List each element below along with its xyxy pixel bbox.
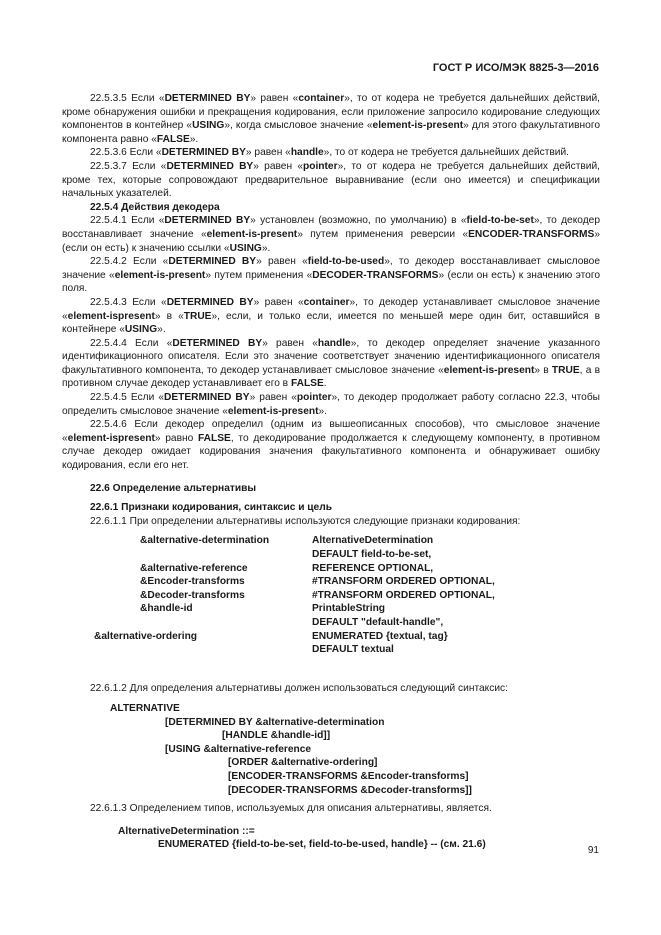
syntax-block [62,702,600,802]
syntax-line: [ENCODER-TRANSFORMS &Encoder-transforms] [228,771,469,782]
table-cell-left: &alternative-determination [140,535,270,547]
page-number: 91 [587,845,599,856]
paragraph-22-6-1-3: 22.6.1.3 Определением типов, используемых для описания альтернативы, является. [90,803,492,814]
syntax-line: [DECODER-TRANSFORMS &Decoder-transforms]] [228,784,472,796]
table-cell-right: REFERENCE OPTIONAL, [312,562,434,574]
paragraph-22-5-4-2: 22.5.4.2 Если «DETERMINED BY» равен «field-to-be-used», то декодер восстанавливает смысловое значение «element-is-present» путем применения «DECODER-TRANSFORMS» (если он есть) к значению этого поля. [62,256,600,295]
paragraph-22-5-3-7: 22.5.3.7 Если «DETERMINED BY» равен «pointer», то от кодера не требуется дальнейших действий, кроме тех, которые сопровождают предварительное выравнивание (если оно имеется) и спецификации начальных указателей. [62,160,600,200]
table-cell-right: #TRANSFORM ORDERED OPTIONAL, [312,576,495,588]
paragraph-22-5-4-1: 22.5.4.1 Если «DETERMINED BY» установлен (возможно, по умолчанию) в «field-to-be-set», то декодер восстанавливает значение «element-is-present» путем применения реверсии «ENCODER-TRANSFORMS» (если он есть) к значению ссылки «USING». [62,215,600,254]
type-definition-line: ENUMERATED {field-to-be-set, field-to-be-used, handle} -- (см. 21.6) [158,839,486,851]
paragraph-22-5-4-3: 22.5.4.3 Если «DETERMINED BY» равен «container», то декодер устанавливает смысловое значение «element-ispresent» в «TRUE», если, и только если, имеется по меньшей мере один бит, оставшийся в контейнере «USING». [62,296,600,336]
standard-header: ГОСТ Р ИСО/МЭК 8825-3—2016 [432,62,599,74]
heading-22-6-1: 22.6.1 Признаки кодирования, синтаксис и цель [90,502,332,514]
document-body [62,92,600,855]
table-cell-right: PrintableString [312,603,386,615]
paragraph-22-5-4-5: 22.5.4.5 Если «DETERMINED BY» равен «pointer», то декодер продолжает работу согласно 22.3, чтобы определить смысловое значение «element-is-present». [62,392,601,417]
paragraph-22-5-3-5: 22.5.3.5 Если «DETERMINED BY» равен «container», то от кодера не требуется дальнейших действий, кроме обнаружения ошибки и прекращения кодирования, если приложение запросило кодирование следующих компонентов в контейнер «USING», когда смысловое значение «element-is-present» для этого факультативного компонента равно «FALSE». [62,93,600,145]
syntax-line: ALTERNATIVE [110,703,180,714]
table-cell-left: &Decoder-transforms [140,589,245,601]
syntax-line: [USING &alternative-reference [165,743,312,755]
table-cell-right: DEFAULT field-to-be-set, [312,549,432,560]
heading-22-5-4: 22.5.4 Действия декодера [90,201,220,213]
table-cell-right: DEFAULT "default-handle", [312,617,444,628]
table-cell-right: DEFAULT textual [312,644,394,656]
table-cell-left: &alternative-ordering [94,630,198,642]
table-cell-left: &alternative-reference [140,562,248,574]
syntax-line: [DETERMINED BY &alternative-determination [165,716,385,728]
paragraph-22-5-4-6: 22.5.4.6 Если декодер определил (одним из вышеописанных способов), что смысловое значение «element-ispresent» равно FALSE, то декодирование продолжается к следующему компоненту, в противном случае декодер ожидает кодирования значения факультативного компонента и обнаруживает ошибку кодирования, если его нет. [62,419,600,472]
heading-22-6: 22.6 Определение альтернативы [90,482,257,494]
table-cell-right: #TRANSFORM ORDERED OPTIONAL, [312,589,495,601]
type-definition-line: AlternativeDetermination ::= [118,825,255,837]
table-cell-right: AlternativeDetermination [312,535,434,547]
paragraph-22-5-3-6: 22.5.3.6 Если «DETERMINED BY» равен «handle», то от кодера не требуется дальнейших действий. [90,147,570,159]
table-cell-right: ENUMERATED {textual, tag} [312,630,448,642]
table-cell-left: &handle-id [140,603,193,615]
syntax-line: [HANDLE &handle-id]] [222,730,331,742]
paragraph-22-6-1-2: 22.6.1.2 Для определения альтернативы должен использоваться следующий синтаксис: [90,683,508,695]
encoding-properties-table [62,534,600,682]
type-definition-block [62,825,600,855]
paragraph-22-5-4-4: 22.5.4.4 Если «DETERMINED BY» равен «handle», то декодер определяет значение указанного идентификационного описателя. Если это значение соответствует значению идентификационного описателя факультативного компонента, то декодер устанавливает смысловое значение «element-is-present» в TRUE, а в противном случае декодер устанавливает его в FALSE. [62,337,601,390]
paragraph-22-6-1-1: 22.6.1.1 При определении альтернативы используются следующие признаки кодирования: [90,515,521,527]
syntax-line: [ORDER &alternative-ordering] [228,757,378,769]
table-cell-left: &Encoder-transforms [140,576,245,588]
